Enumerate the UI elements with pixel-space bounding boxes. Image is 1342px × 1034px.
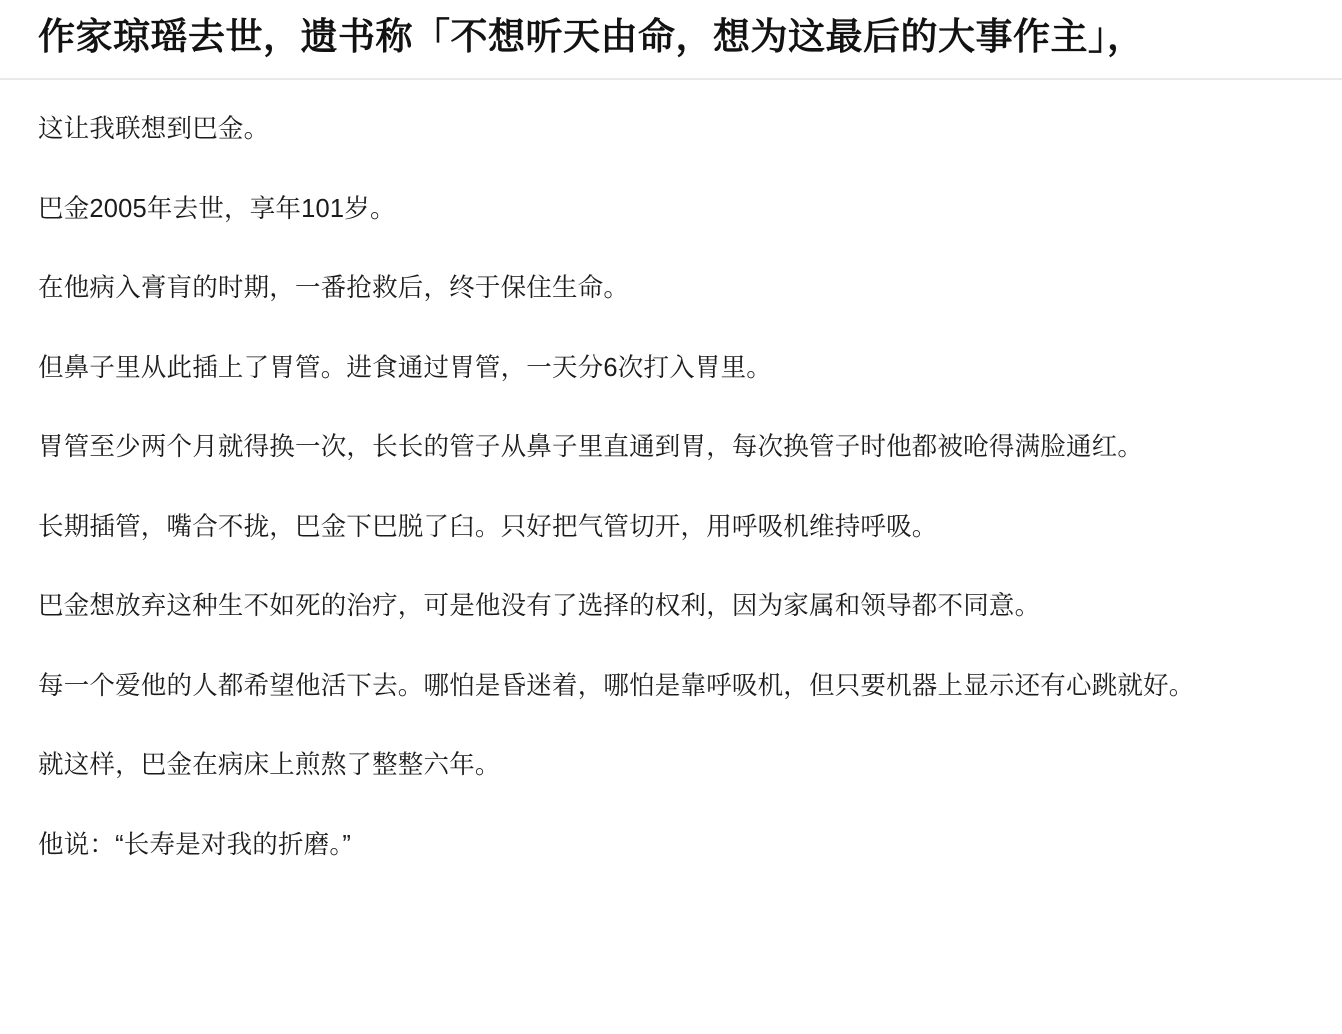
paragraph: 胃管至少两个月就得换一次，长长的管子从鼻子里直通到胃，每次换管子时他都被呛得满脸通红。 (38, 433, 1144, 462)
paragraph: 每一个爱他的人都希望他活下去。哪怕是昏迷着，哪怕是靠呼吸机，但只要机器上显示还有心跳就好。 (38, 671, 1195, 700)
paragraph: 他说：“长寿是对我的折磨。” (38, 830, 352, 859)
paragraph: 长期插管，嘴合不拢，巴金下巴脱了臼。只好把气管切开，用呼吸机维持呼吸。 (38, 512, 938, 541)
paragraph: 巴金2005年去世，享年101岁。 (38, 194, 396, 223)
paragraph: 巴金想放弃这种生不如死的治疗，可是他没有了选择的权利，因为家属和领导都不同意。 (38, 592, 1041, 621)
article-body (0, 80, 1342, 865)
page-title: 作家琼瑶去世，遗书称「不想听天由命，想为这最后的大事作主」， (38, 16, 1145, 57)
paragraph: 但鼻子里从此插上了胃管。进食通过胃管，一天分6次打入胃里。 (38, 353, 772, 382)
page-title-bar (0, 0, 1342, 80)
paragraph: 这让我联想到巴金。 (38, 115, 270, 144)
paragraph: 就这样，巴金在病床上煎熬了整整六年。 (38, 751, 501, 780)
paragraph: 在他病入膏肓的时期，一番抢救后，终于保住生命。 (38, 274, 630, 303)
